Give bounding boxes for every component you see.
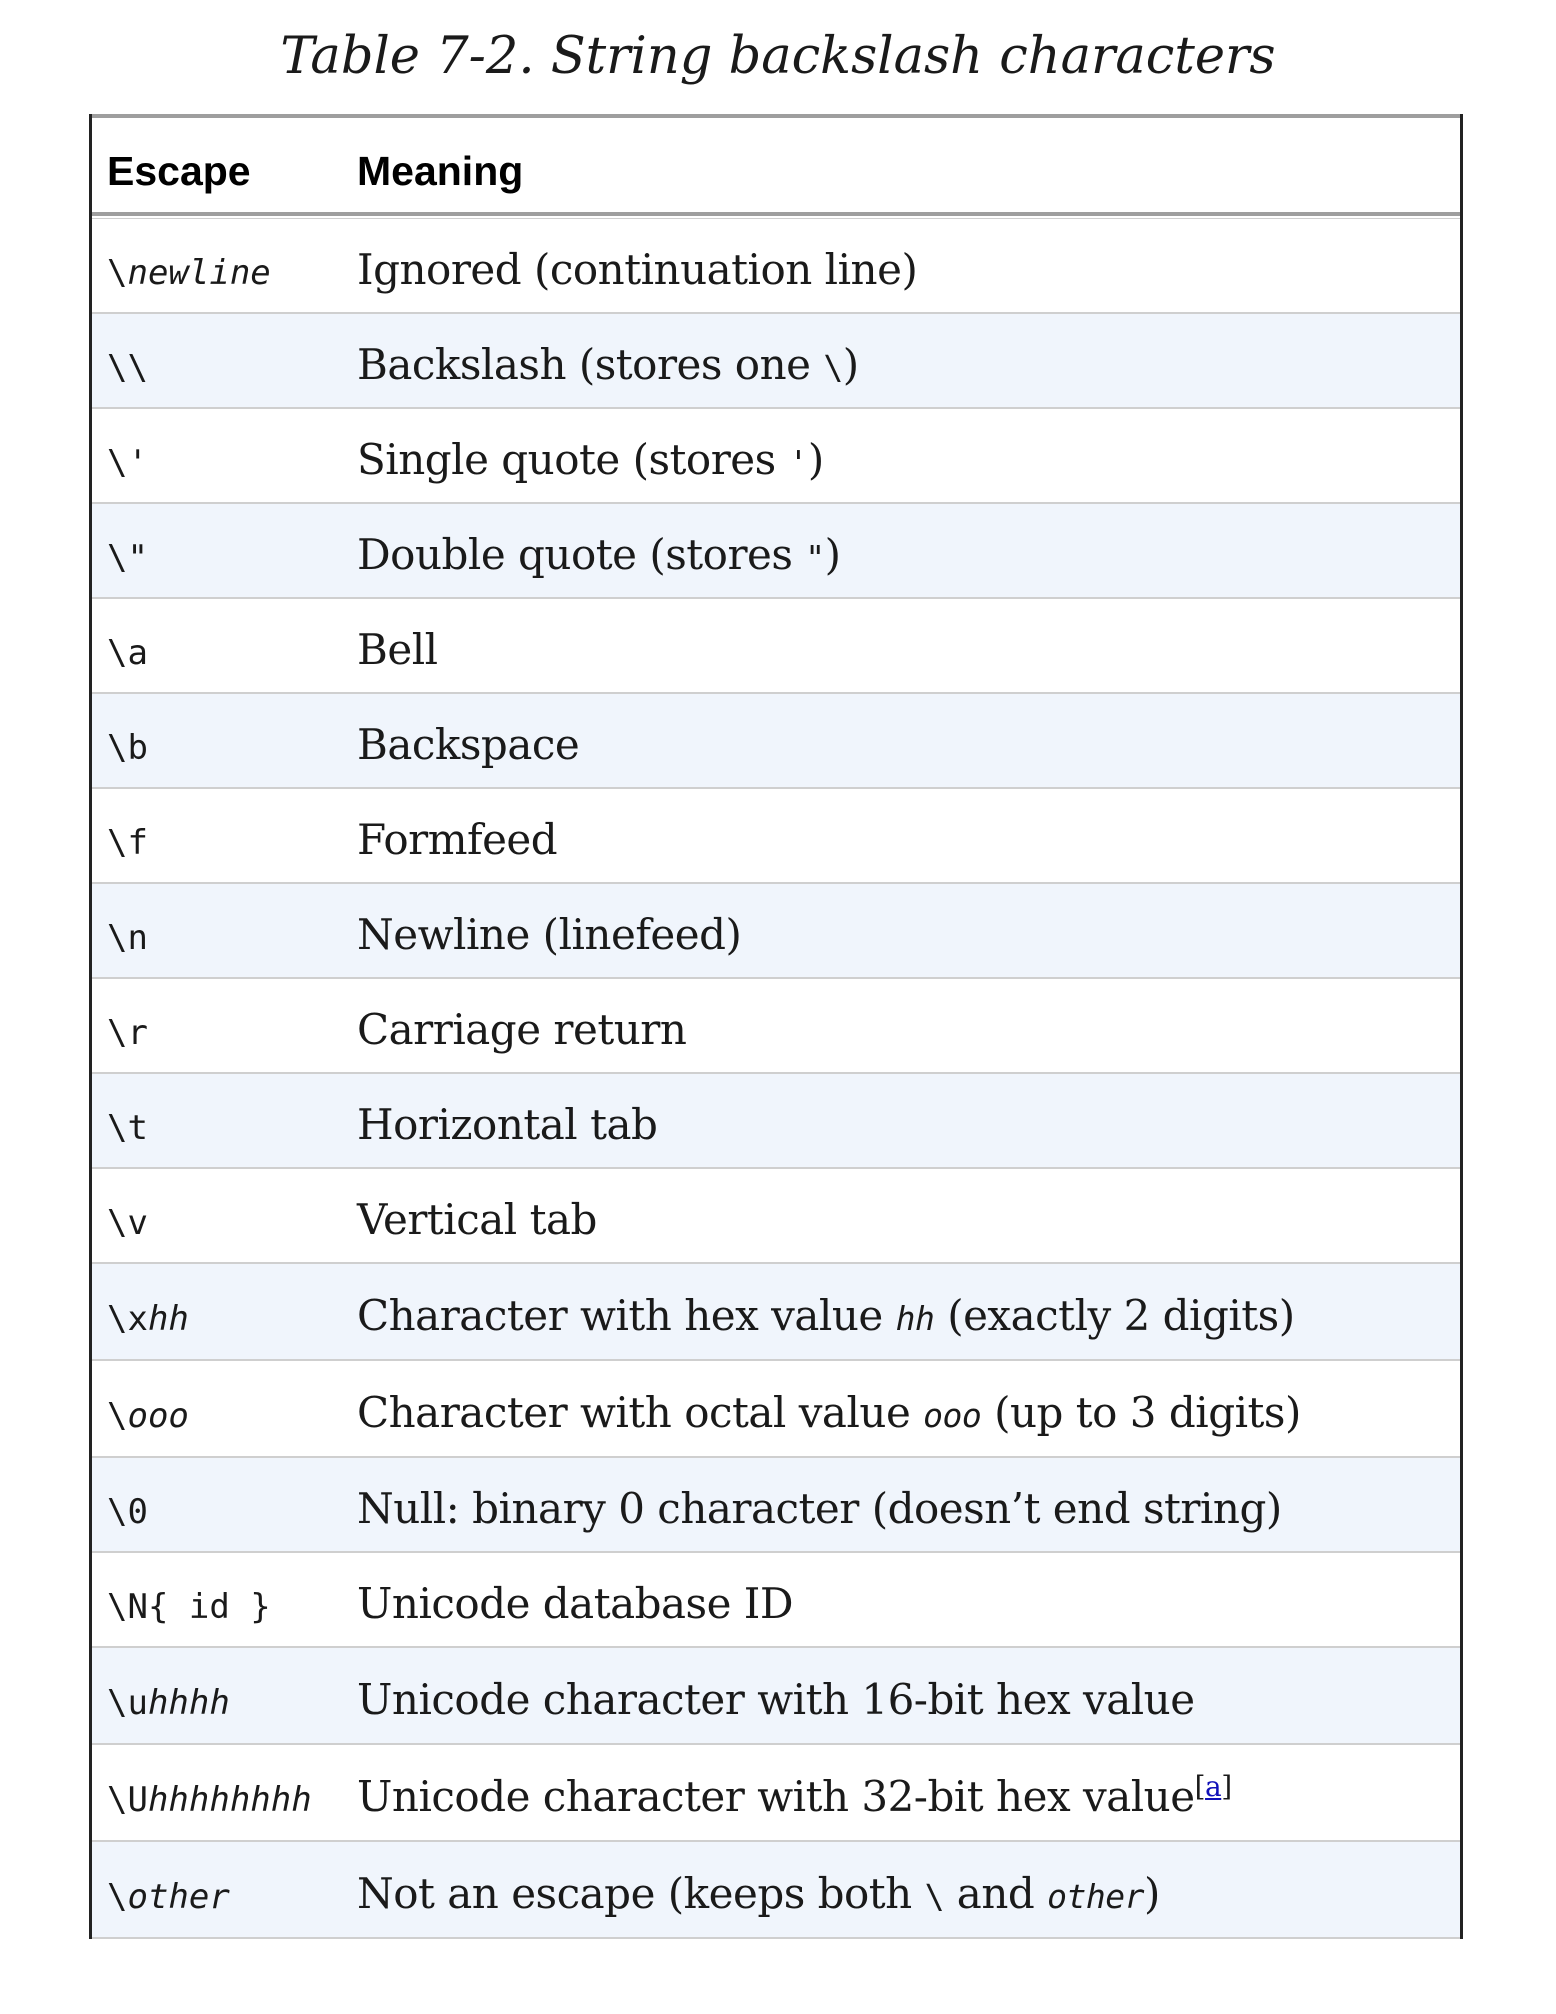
table-row bbox=[92, 1361, 1460, 1458]
meaning-cell: Horizontal tab bbox=[357, 1100, 658, 1149]
escape-cell: \t bbox=[107, 1107, 148, 1148]
header-meaning: Meaning bbox=[357, 147, 524, 194]
table-row bbox=[92, 694, 1460, 789]
table-header bbox=[92, 118, 1460, 216]
table-row bbox=[92, 789, 1460, 884]
table-row bbox=[92, 409, 1460, 504]
meaning-cell: Formfeed bbox=[357, 815, 558, 864]
escape-cell: \newline bbox=[107, 252, 271, 293]
table-row bbox=[92, 314, 1460, 409]
meaning-cell: Newline (linefeed) bbox=[357, 910, 742, 959]
escape-cell: \N{ id } bbox=[107, 1586, 271, 1627]
escape-table bbox=[89, 114, 1463, 1939]
escape-cell: \Uhhhhhhhh bbox=[107, 1779, 312, 1820]
footnote-link[interactable]: a bbox=[1205, 1770, 1222, 1803]
meaning-cell: Double quote (stores ") bbox=[357, 530, 841, 579]
table-row bbox=[92, 1264, 1460, 1361]
meaning-cell: Unicode database ID bbox=[357, 1579, 794, 1628]
table-row bbox=[92, 599, 1460, 694]
meaning-cell: Ignored (continuation line) bbox=[357, 245, 918, 294]
meaning-cell: Bell bbox=[357, 625, 438, 674]
table-row bbox=[92, 1074, 1460, 1169]
header-escape: Escape bbox=[107, 147, 251, 194]
table-row bbox=[92, 884, 1460, 979]
meaning-cell: Unicode character with 16-bit hex value bbox=[357, 1675, 1195, 1724]
meaning-cell: Vertical tab bbox=[357, 1195, 597, 1244]
escape-cell: \n bbox=[107, 917, 148, 958]
escape-cell: \0 bbox=[107, 1491, 148, 1532]
meaning-cell: Backspace bbox=[357, 720, 580, 769]
escape-cell: \uhhhh bbox=[107, 1682, 230, 1723]
meaning-cell: Carriage return bbox=[357, 1005, 687, 1054]
table-row bbox=[92, 1458, 1460, 1553]
meaning-cell: Null: binary 0 character (doesn’t end string) bbox=[357, 1484, 1282, 1533]
escape-cell: \\ bbox=[107, 347, 148, 388]
meaning-cell: Backslash (stores one \) bbox=[357, 340, 859, 389]
table-row bbox=[92, 1169, 1460, 1264]
table-row bbox=[92, 1553, 1460, 1648]
escape-cell: \f bbox=[107, 822, 148, 863]
table-row bbox=[92, 1842, 1460, 1939]
escape-cell: \a bbox=[107, 632, 148, 673]
escape-cell: \ooo bbox=[107, 1395, 189, 1436]
escape-cell: \' bbox=[107, 442, 148, 483]
meaning-cell: Unicode character with 32-bit hex value[a] bbox=[357, 1770, 1232, 1821]
escape-cell: \r bbox=[107, 1012, 148, 1053]
meaning-cell: Character with hex value hh (exactly 2 digits) bbox=[357, 1291, 1295, 1340]
escape-cell: \xhh bbox=[107, 1298, 189, 1339]
meaning-cell: Character with octal value ooo (up to 3 digits) bbox=[357, 1388, 1301, 1437]
table-row bbox=[92, 1745, 1460, 1842]
table-row bbox=[92, 979, 1460, 1074]
meaning-cell: Single quote (stores ') bbox=[357, 435, 824, 484]
table-row bbox=[92, 1648, 1460, 1745]
escape-cell: \other bbox=[107, 1876, 230, 1917]
escape-cell: \v bbox=[107, 1202, 148, 1243]
table-caption: Table 7-2. String backslash characters bbox=[280, 27, 1276, 86]
table-row bbox=[92, 218, 1460, 314]
table-row bbox=[92, 504, 1460, 599]
meaning-cell: Not an escape (keeps both \ and other) bbox=[357, 1869, 1160, 1918]
escape-cell: \b bbox=[107, 727, 148, 768]
escape-cell: \" bbox=[107, 537, 148, 578]
